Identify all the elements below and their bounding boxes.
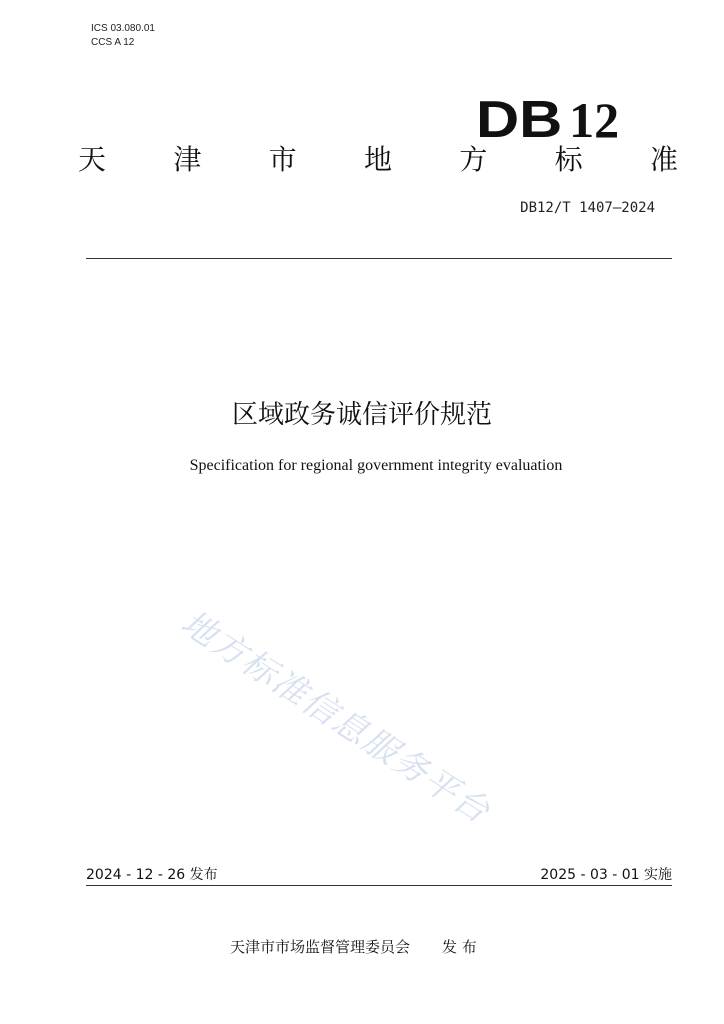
- standard-title-char: 津: [173, 143, 202, 176]
- standard-category-title: [78, 138, 678, 178]
- standard-title-char: 标: [554, 143, 583, 176]
- standard-number: DB12/T 1407—2024: [520, 200, 655, 216]
- standard-title-char: 市: [268, 143, 297, 176]
- db-logo-letters: DB: [476, 91, 563, 149]
- bottom-divider: [86, 885, 672, 886]
- implementation-date: 2025 - 03 - 01 实施: [540, 867, 672, 883]
- standard-title-char: 准: [649, 143, 678, 176]
- top-divider: [86, 258, 672, 259]
- issuer-line: [230, 936, 477, 957]
- issuer-name: 天津市市场监督管理委员会: [230, 938, 411, 956]
- standard-title-char: 天: [78, 143, 107, 176]
- issue-date: 2024 - 12 - 26 发布: [86, 867, 218, 883]
- ics-code: ICS 03.080.01: [91, 23, 155, 34]
- document-title-chinese: 区域政务诚信评价规范: [231, 400, 492, 430]
- ccs-code: CCS A 12: [91, 37, 135, 48]
- watermark: 地方标准信息服务平台: [173, 602, 498, 833]
- db-logo-number: 12: [569, 92, 620, 148]
- document-title-english: Specification for regional government integrity evaluation: [189, 457, 563, 474]
- standard-title-char: 地: [363, 143, 392, 176]
- standard-title-char: 方: [459, 143, 488, 176]
- issuer-action: 发 布: [442, 938, 477, 956]
